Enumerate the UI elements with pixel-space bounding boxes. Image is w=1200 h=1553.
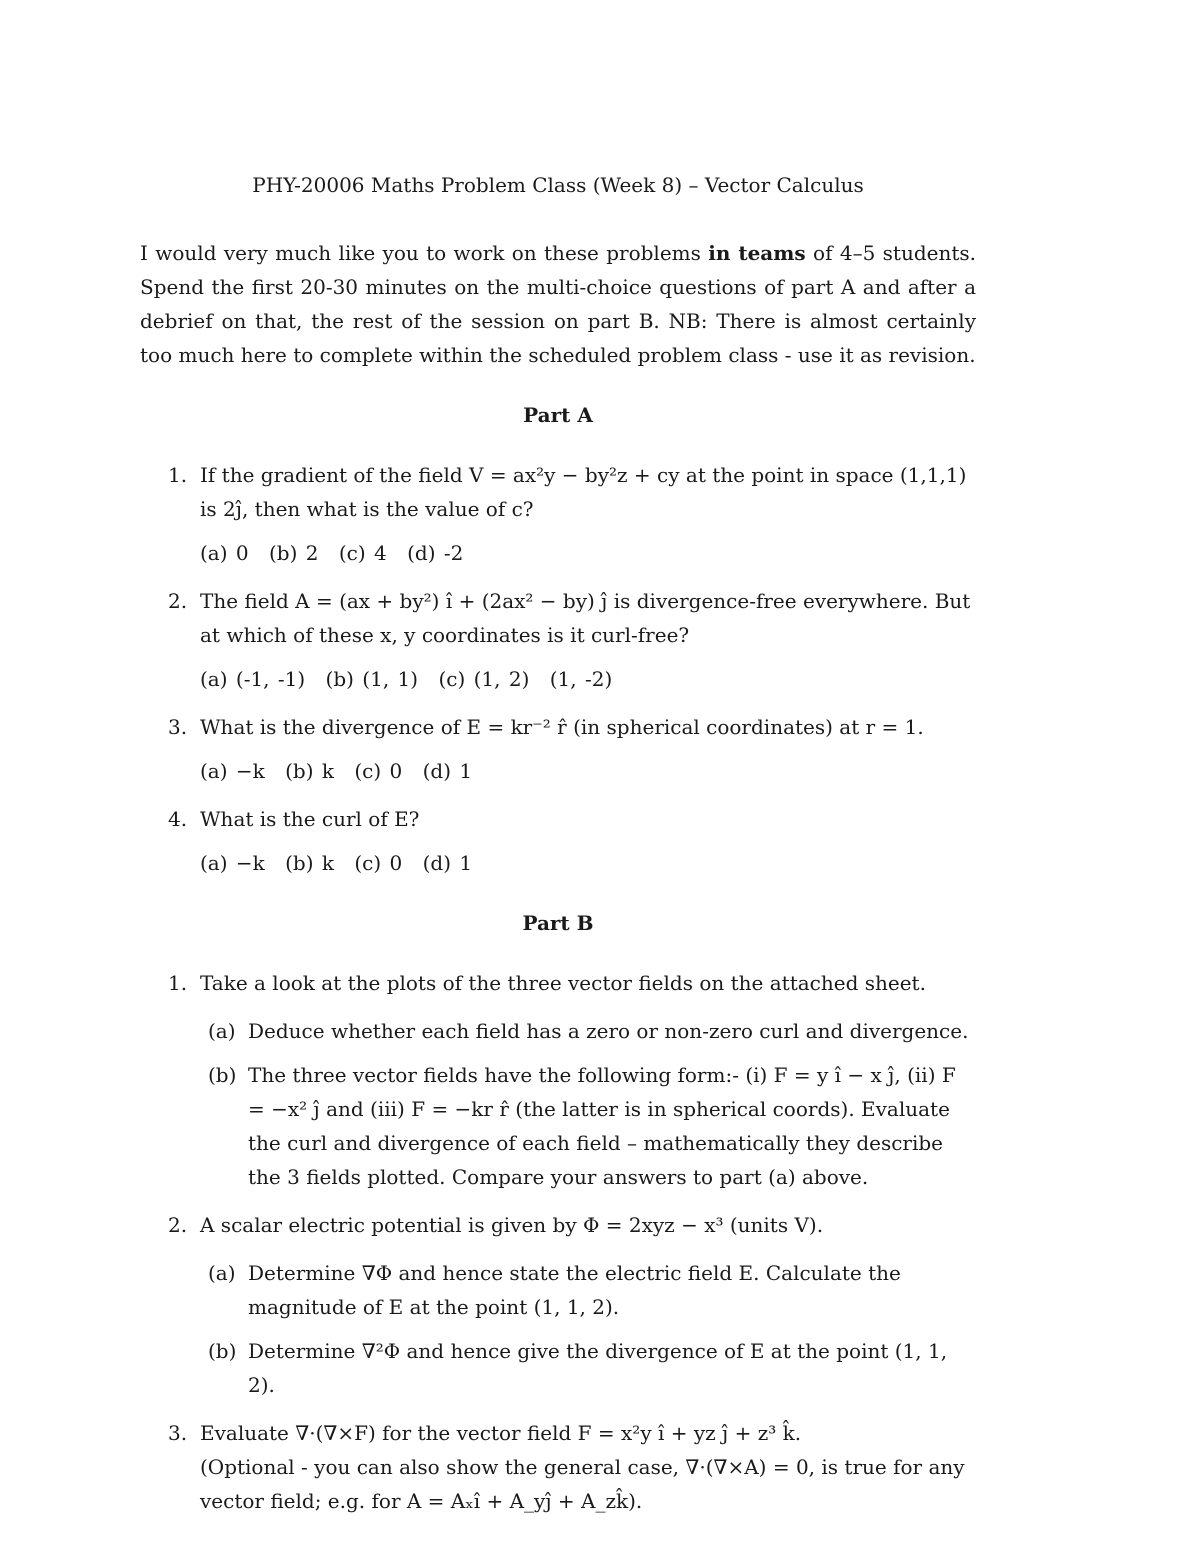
sub-question-label: (b) [208, 1063, 237, 1087]
sub-question-b [200, 1058, 976, 1194]
sub-question-text: Determine ∇²Φ and hence give the divergence of E at the point (1, 1, 2). [248, 1339, 948, 1397]
question-text: If the gradient of the field V = ax²y − by²z + cy at the point in space (1,1,1) is 2ĵ, then what is the value of c? [200, 463, 967, 521]
part-a-question-4 [140, 802, 976, 880]
sub-question-text: Deduce whether each field has a zero or non-zero curl and divergence. [248, 1019, 969, 1043]
question-number: 1. [168, 971, 188, 995]
question-text: A scalar electric potential is given by Φ = 2xyz − x³ (units V). [200, 1213, 824, 1237]
option-c: (c) 0 [354, 759, 403, 783]
part-b-heading: Part B [522, 911, 594, 935]
question-text: Take a look at the plots of the three vector fields on the attached sheet. [200, 971, 926, 995]
intro-paragraph [140, 236, 976, 372]
part-a-question-3 [140, 710, 976, 788]
option-c: (c) 4 [338, 541, 387, 565]
sub-question-list [200, 1256, 976, 1402]
answer-options [200, 536, 976, 570]
option-b: (b) k [285, 851, 335, 875]
answer-options [200, 846, 976, 880]
answer-options [200, 662, 976, 696]
part-b-question-1 [140, 966, 976, 1194]
part-a-question-2 [140, 584, 976, 696]
sub-question-label: (b) [208, 1339, 237, 1363]
option-d: (d) 1 [422, 851, 473, 875]
part-a-question-1 [140, 458, 976, 570]
question-number: 2. [168, 1213, 188, 1237]
answer-options [200, 754, 976, 788]
document-page [140, 168, 976, 1532]
question-text: Evaluate ∇·(∇×F) for the vector field F = x²y î + yz ĵ + z³ k̂. [200, 1421, 802, 1445]
option-a: (a) −k [200, 759, 265, 783]
option-d: (d) -2 [407, 541, 464, 565]
question-text: What is the divergence of E = kr⁻² r̂ (in spherical coordinates) at r = 1. [200, 715, 924, 739]
sub-question-label: (a) [208, 1019, 236, 1043]
option-c: (c) 0 [354, 851, 403, 875]
part-a-question-list [140, 458, 976, 880]
option-d: (d) 1 [422, 759, 473, 783]
question-text: What is the curl of E? [200, 807, 420, 831]
intro-text-after: of 4–5 students. Spend the first 20-30 minutes on the multi-choice questions of part A and after a debrief on that, the rest of the session on part B. NB: There is almost certainly too much here to complete within the scheduled problem class - use it as revision. [140, 241, 977, 367]
sub-question-text: The three vector fields have the following form:- (i) F = y î − x ĵ, (ii) F = −x² ĵ and (iii) F = −kr r̂ (the latter is in spherical coords). Evaluate the curl and divergence of each field – mathematically they describe the 3 fields plotted. Compare your answers to part (a) above. [248, 1063, 956, 1189]
question-number: 1. [168, 463, 188, 487]
question-number: 3. [168, 1421, 188, 1445]
option-c: (c) (1, 2) [438, 667, 530, 691]
option-b: (b) k [285, 759, 335, 783]
sub-question-label: (a) [208, 1261, 236, 1285]
question-text: The field A = (ax + by²) î + (2ax² − by) ĵ is divergence-free everywhere. But at which of these x, y coordinates is it curl-free? [200, 589, 971, 647]
intro-text-before: I would very much like you to work on these problems [140, 241, 709, 265]
question-number: 2. [168, 589, 188, 613]
part-b-question-3 [140, 1416, 976, 1518]
option-d: (1, -2) [549, 667, 613, 691]
sub-question-text: Determine ∇Φ and hence state the electric field E. Calculate the magnitude of E at the point (1, 1, 2). [248, 1261, 901, 1319]
question-number: 4. [168, 807, 188, 831]
sub-question-b [200, 1334, 976, 1402]
option-b: (b) (1, 1) [325, 667, 419, 691]
part-b-question-2 [140, 1208, 976, 1402]
option-b: (b) 2 [268, 541, 319, 565]
sub-question-list [200, 1014, 976, 1194]
question-number: 3. [168, 715, 188, 739]
part-a-heading: Part A [523, 403, 593, 427]
document-title: PHY-20006 Maths Problem Class (Week 8) – Vector Calculus [252, 173, 864, 197]
optional-note: (Optional - you can also show the general case, ∇·(∇×A) = 0, is true for any vector field; e.g. for A = Aₓî + A_yĵ + A_zk̂). [200, 1455, 965, 1513]
part-b-question-list [140, 966, 976, 1518]
option-a: (a) 0 [200, 541, 249, 565]
option-a: (a) (-1, -1) [200, 667, 306, 691]
option-a: (a) −k [200, 851, 265, 875]
intro-bold-phrase: in teams [708, 241, 806, 265]
sub-question-a [200, 1014, 976, 1048]
sub-question-a [200, 1256, 976, 1324]
